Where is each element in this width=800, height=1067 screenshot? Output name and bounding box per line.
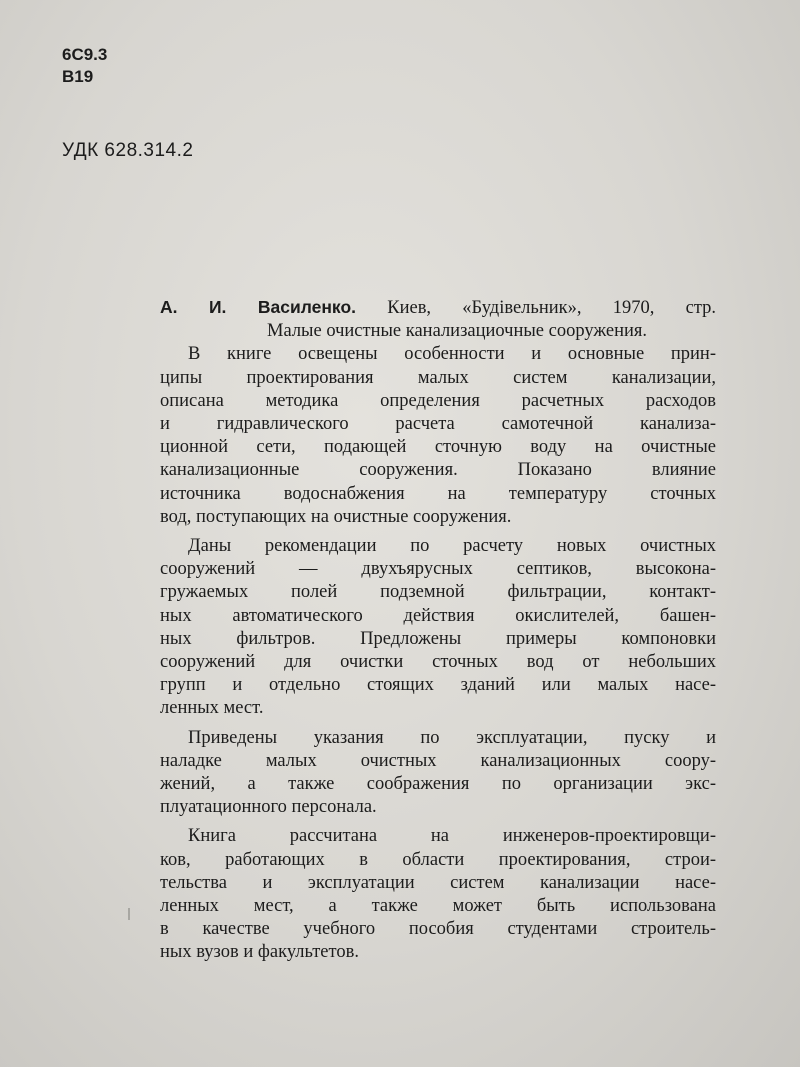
- imprint: Киев, «Будівельник», 1970, стр.: [387, 298, 716, 318]
- text-line: ционной сети, подающей сточную воду на очистные: [160, 437, 716, 458]
- text-line: ных вузов и факультетов.: [160, 942, 359, 963]
- text-line: жений, а также соображения по организации экс-: [160, 774, 716, 795]
- text-line: ных автоматического действия окислителей, башен-: [160, 605, 716, 626]
- text-line: ципы проектирования малых систем канализации,: [160, 367, 716, 388]
- annotation-paragraph: [160, 727, 716, 820]
- text-line: Даны рекомендации по расчету новых очистных: [188, 536, 716, 557]
- text-line: гружаемых полей подземной фильтрации, контакт-: [160, 582, 716, 603]
- author-name: А. И. Василенко.: [160, 297, 357, 317]
- text-line: ленных мест, а также может быть использована: [160, 896, 716, 917]
- classification-code-primary: 6С9.3: [62, 45, 108, 64]
- paper-speck: [128, 908, 130, 920]
- text-line: ков, работающих в области проектирования, строи-: [160, 849, 716, 870]
- text-line: описана методика определения расчетных расходов: [160, 390, 716, 411]
- entry-heading-line: [160, 296, 716, 320]
- text-line: В книге освещены особенности и основные прин-: [188, 344, 716, 365]
- text-line: канализационные сооружения. Показано влияние: [160, 460, 716, 481]
- classification-code-secondary: В19: [62, 67, 94, 86]
- text-line: плуатационного персонала.: [160, 797, 377, 818]
- text-line: ных фильтров. Предложены примеры компоновки: [160, 628, 716, 649]
- udk-code: УДК 628.314.2: [62, 140, 194, 161]
- annotation-paragraph: [160, 825, 716, 964]
- text-line: в качестве учебного пособия студентами строитель-: [160, 919, 716, 940]
- book-title: Малые очистные канализациочные сооружения.: [267, 321, 648, 342]
- classification-codes: [62, 44, 107, 88]
- text-line: источника водоснабжения на температуру сточных: [160, 483, 716, 504]
- text-line: сооружений — двухъярусных септиков, высоконa-: [160, 559, 716, 580]
- annotation-paragraph: [160, 343, 716, 529]
- text-line: вод, поступающих на очистные сооружения.: [160, 506, 512, 527]
- text-line: наладке малых очистных канализационных соору-: [160, 750, 716, 771]
- annotation-paragraph: [160, 535, 716, 721]
- text-line: и гидравлического расчета самотечной канализа-: [160, 414, 716, 435]
- text-line: групп и отдельно стоящих зданий или малых насе-: [160, 675, 716, 696]
- text-line: тельства и эксплуатации систем канализации насе-: [160, 872, 716, 893]
- text-line: Книга рассчитана на инженеров-проектировщи-: [188, 826, 716, 847]
- text-line: ленных мест.: [160, 698, 264, 719]
- text-line: сооружений для очистки сточных вод от небольших: [160, 652, 716, 673]
- text-line: Приведены указания по эксплуатации, пуску и: [188, 727, 716, 748]
- bibliographic-entry: [160, 296, 716, 965]
